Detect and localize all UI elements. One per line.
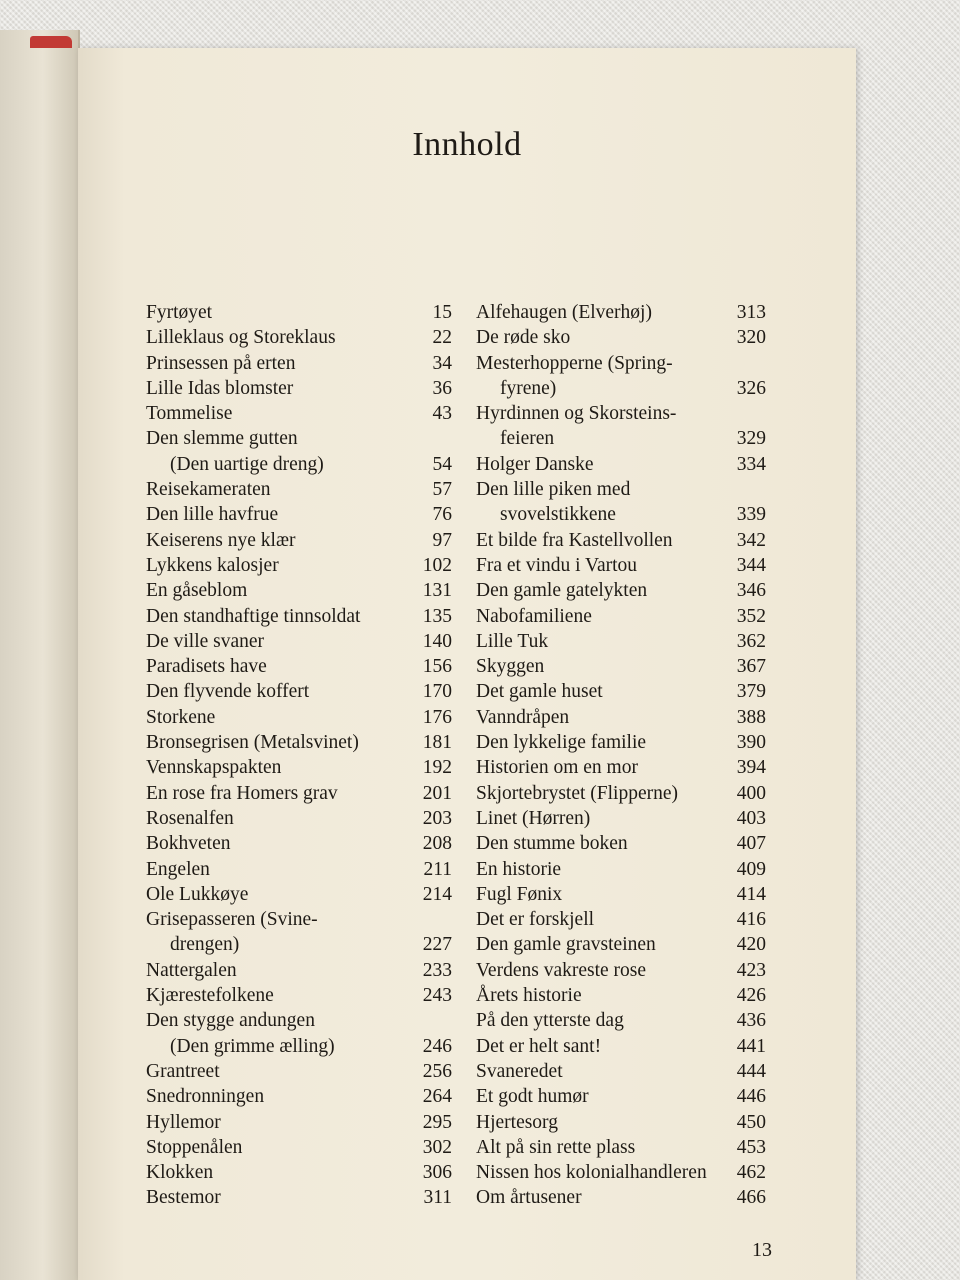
toc-entry-title: Engelen — [146, 858, 210, 880]
toc-entry-page: 34 — [432, 352, 452, 374]
toc-entry — [146, 1135, 452, 1160]
toc-entry — [146, 781, 452, 806]
toc-entry-title: Linet (Hørren) — [476, 807, 591, 829]
toc-entry-title: Hyrdinnen og Skorsteins- — [476, 403, 677, 425]
toc-entry — [146, 325, 452, 350]
toc-entry — [146, 882, 452, 907]
toc-entry — [476, 755, 766, 780]
toc-right-column — [476, 300, 766, 1211]
toc-entry — [476, 1084, 766, 1109]
toc-entry — [476, 1008, 766, 1033]
toc-entry-page: 320 — [736, 327, 766, 349]
toc-entry-title: Reisekameraten — [146, 479, 271, 501]
toc-entry — [476, 502, 766, 527]
toc-entry-page: 256 — [422, 1060, 452, 1082]
toc-entry-title: Det er helt sant! — [476, 1035, 602, 1057]
toc-entry-title: Hyllemor — [146, 1111, 221, 1133]
toc-entry-page: 334 — [736, 453, 766, 475]
toc-entry-title: Mesterhopperne (Spring- — [476, 352, 673, 374]
toc-entry — [146, 857, 452, 882]
toc-entry-title: Det gamle huset — [476, 681, 603, 703]
toc-entry-page: 367 — [736, 656, 766, 678]
toc-entry — [476, 882, 766, 907]
toc-entry-page: 409 — [736, 858, 766, 880]
toc-entry — [476, 705, 766, 730]
toc-entry — [146, 452, 452, 477]
toc-entry-title: Bestemor — [146, 1187, 221, 1209]
toc-entry-title: En rose fra Homers grav — [146, 782, 338, 804]
toc-entry-title: Bokhveten — [146, 833, 231, 855]
toc-entry-title: De røde sko — [476, 327, 571, 349]
toc-entry-page: 227 — [422, 934, 452, 956]
toc-entry-title: Ole Lukkøye — [146, 883, 249, 905]
toc-entry — [476, 831, 766, 856]
toc-entry — [476, 401, 766, 426]
toc-entry-title: svovelstikkene — [500, 504, 616, 526]
toc-entry-page: 43 — [432, 403, 452, 425]
toc-entry-page: 57 — [432, 479, 452, 501]
toc-entry-page: 444 — [736, 1060, 766, 1082]
toc-entry-title: (Den uartige dreng) — [170, 453, 324, 475]
toc-entry-page: 313 — [736, 302, 766, 323]
toc-entry-title: En historie — [476, 858, 562, 880]
toc-entry — [476, 857, 766, 882]
toc-entry — [146, 376, 452, 401]
toc-entry-title: Skyggen — [476, 656, 545, 678]
toc-entry — [146, 629, 452, 654]
toc-entry — [146, 1084, 452, 1109]
toc-entry — [146, 831, 452, 856]
toc-entry-title: (Den grimme ælling) — [170, 1035, 335, 1057]
toc-entry-page: 362 — [736, 630, 766, 652]
toc-entry — [476, 781, 766, 806]
toc-entry-title: På den ytterste dag — [476, 1010, 624, 1032]
toc-entry-page: 462 — [736, 1162, 766, 1184]
toc-entry-page: 339 — [736, 504, 766, 526]
toc-entry-title: Den lille piken med — [476, 479, 631, 501]
toc-entry-title: Den stumme boken — [476, 833, 628, 855]
toc-entry-title: Verdens vakreste rose — [476, 959, 647, 981]
toc-entry-title: Den slemme gutten — [146, 428, 298, 450]
toc-entry-title: Den gamle gravsteinen — [476, 934, 656, 956]
toc-entry-page: 311 — [423, 1187, 452, 1209]
toc-entry — [146, 705, 452, 730]
toc-entry-page: 306 — [422, 1162, 452, 1184]
left-page-edge — [0, 30, 80, 1280]
toc-entry — [476, 983, 766, 1008]
page-title: Innhold — [412, 126, 522, 163]
toc-entry-title: Den lille havfrue — [146, 504, 279, 526]
toc-entry-title: Det er forskjell — [476, 909, 595, 931]
toc-entry-page: 211 — [423, 858, 452, 880]
toc-entry-page: 441 — [736, 1035, 766, 1057]
toc-entry-title: Prinsessen på erten — [146, 352, 296, 374]
toc-entry-page: 203 — [422, 807, 452, 829]
toc-entry-page: 346 — [736, 580, 766, 602]
toc-entry-title: fyrene) — [500, 377, 557, 399]
toc-entry — [146, 679, 452, 704]
toc-entry-page: 76 — [432, 504, 452, 526]
toc-entry-page: 36 — [432, 377, 452, 399]
toc-entry — [476, 553, 766, 578]
toc-entry-title: Alt på sin rette plass — [476, 1136, 636, 1158]
toc-entry-title: Fyrtøyet — [146, 302, 213, 323]
toc-entry-title: Lille Idas blomster — [146, 377, 294, 399]
toc-entry-page: 131 — [422, 580, 452, 602]
toc-entry-title: Lilleklaus og Storeklaus — [146, 327, 336, 349]
toc-entry — [146, 351, 452, 376]
toc-entry-page: 295 — [422, 1111, 452, 1133]
toc-entry — [476, 932, 766, 957]
toc-entry — [146, 401, 452, 426]
toc-entry — [476, 1185, 766, 1210]
toc-entry-page: 135 — [422, 605, 452, 627]
toc-entry — [476, 1135, 766, 1160]
toc-entry-page: 400 — [736, 782, 766, 804]
toc-entry-title: Lille Tuk — [476, 630, 549, 652]
toc-entry-title: Historien om en mor — [476, 757, 638, 779]
toc-entry-page: 233 — [422, 959, 452, 981]
toc-entry-title: Om årtusener — [476, 1187, 582, 1209]
toc-entry-page: 423 — [736, 959, 766, 981]
toc-entry-title: Keiserens nye klær — [146, 529, 296, 551]
toc-entry — [146, 806, 452, 831]
toc-entry — [476, 907, 766, 932]
toc-entry-title: Nissen hos kolonialhandleren — [476, 1162, 707, 1184]
toc-entry-page: 170 — [422, 681, 452, 703]
toc-entry-title: En gåseblom — [146, 580, 248, 602]
toc-entry-page: 342 — [736, 529, 766, 551]
toc-entry — [476, 1160, 766, 1185]
toc-entry-page: 426 — [736, 985, 766, 1007]
toc-entry — [476, 730, 766, 755]
toc-entry-title: Svaneredet — [476, 1060, 563, 1082]
toc-entry-title: Nattergalen — [146, 959, 237, 981]
toc-entry-title: Hjertesorg — [476, 1111, 558, 1133]
toc-entry-title: Den gamle gatelykten — [476, 580, 648, 602]
toc-entry — [146, 528, 452, 553]
toc-entry — [476, 604, 766, 629]
toc-entry — [146, 300, 452, 325]
toc-entry-title: feieren — [500, 428, 555, 450]
toc-entry-title: Fra et vindu i Vartou — [476, 554, 638, 576]
toc-entry-page: 54 — [432, 453, 452, 475]
toc-entry-page: 156 — [422, 656, 452, 678]
toc-entry-title: Alfehaugen (Elverhøj) — [476, 302, 652, 323]
toc-entry-page: 140 — [422, 630, 452, 652]
toc-entry-page: 302 — [422, 1136, 452, 1158]
toc-entry-page: 379 — [736, 681, 766, 703]
toc-entry — [476, 452, 766, 477]
toc-entry-page: 243 — [422, 985, 452, 1007]
toc-entry-title: Klokken — [146, 1162, 214, 1184]
toc-entry-title: Fugl Fønix — [476, 883, 563, 905]
toc-entry — [476, 1034, 766, 1059]
toc-entry-page: 453 — [736, 1136, 766, 1158]
toc-entry — [146, 604, 452, 629]
toc-entry-title: Den lykkelige familie — [476, 732, 647, 754]
toc-entry — [476, 958, 766, 983]
toc-entry-title: Årets historie — [476, 985, 582, 1007]
toc-entry — [146, 1034, 452, 1059]
red-book-cover-edge — [30, 36, 72, 48]
toc-entry-title: Lykkens kalosjer — [146, 554, 279, 576]
toc-entry — [146, 477, 452, 502]
toc-left-column — [146, 300, 452, 1211]
toc-entry-title: Kjærestefolkene — [146, 985, 274, 1007]
toc-entry — [146, 730, 452, 755]
toc-entry — [476, 426, 766, 451]
toc-entry-title: Rosenalfen — [146, 807, 234, 829]
toc-entry-page: 214 — [422, 883, 452, 905]
toc-entry — [146, 932, 452, 957]
toc-entry — [146, 1008, 452, 1033]
toc-entry — [146, 654, 452, 679]
toc-entry — [476, 806, 766, 831]
book-page — [78, 48, 856, 1280]
toc-entry — [146, 983, 452, 1008]
toc-entry — [146, 1110, 452, 1135]
toc-entry-title: Grantreet — [146, 1060, 220, 1082]
toc-entry — [146, 755, 452, 780]
toc-entry — [476, 679, 766, 704]
toc-entry-page: 344 — [736, 554, 766, 576]
toc-entry-page: 446 — [736, 1086, 766, 1108]
toc-entry — [476, 528, 766, 553]
toc-entry-page: 201 — [422, 782, 452, 804]
toc-entry — [476, 1110, 766, 1135]
toc-entry — [146, 578, 452, 603]
toc-entry-page: 208 — [422, 833, 452, 855]
toc-entry — [476, 351, 766, 376]
toc-entry — [476, 654, 766, 679]
toc-entry-page: 466 — [736, 1187, 766, 1209]
toc-entry-page: 192 — [422, 757, 452, 779]
toc-entry-page: 407 — [736, 833, 766, 855]
toc-entry-page: 352 — [736, 605, 766, 627]
toc-entry-page: 388 — [736, 706, 766, 728]
toc-entry — [146, 1059, 452, 1084]
toc-entry — [476, 325, 766, 350]
toc-entry-page: 416 — [736, 909, 766, 931]
toc-entry-title: Nabofamiliene — [476, 605, 592, 627]
toc-entry-page: 436 — [736, 1010, 766, 1032]
toc-entry-page: 176 — [422, 706, 452, 728]
toc-entry — [476, 1059, 766, 1084]
toc-entry-page: 102 — [422, 554, 452, 576]
toc-entry-page: 181 — [422, 732, 452, 754]
toc-entry — [476, 629, 766, 654]
toc-entry — [476, 477, 766, 502]
toc-entry-page: 15 — [432, 302, 452, 323]
toc-entry — [146, 907, 452, 932]
toc-entry — [476, 578, 766, 603]
toc-entry — [146, 553, 452, 578]
toc-entry-page: 329 — [736, 428, 766, 450]
toc-entry — [146, 1185, 452, 1210]
toc-entry-page: 414 — [736, 883, 766, 905]
toc-entry-title: Storkene — [146, 706, 216, 728]
toc-entry-title: Skjortebrystet (Flipperne) — [476, 782, 678, 804]
toc-entry-title: Den standhaftige tinnsoldat — [146, 605, 361, 627]
page-number: 13 — [752, 1239, 772, 1261]
toc-entry — [476, 376, 766, 401]
toc-entry-title: Tommelise — [146, 403, 233, 425]
toc-entry — [146, 1160, 452, 1185]
toc-entry-page: 264 — [422, 1086, 452, 1108]
toc-entry — [146, 502, 452, 527]
toc-entry — [146, 426, 452, 451]
toc-entry-title: Snedronningen — [146, 1086, 265, 1108]
toc-entry-page: 246 — [422, 1035, 452, 1057]
toc-entry-title: Paradisets have — [146, 656, 267, 678]
toc-entry-title: Et bilde fra Kastellvollen — [476, 529, 673, 551]
toc-entry-title: Stoppenålen — [146, 1136, 243, 1158]
toc-entry-title: Holger Danske — [476, 453, 594, 475]
toc-entry-title: De ville svaner — [146, 630, 265, 652]
toc-entry-page: 22 — [432, 327, 452, 349]
toc-entry-title: drengen) — [170, 934, 240, 956]
toc-entry-page: 394 — [736, 757, 766, 779]
toc-entry-title: Bronsegrisen (Metalsvinet) — [146, 732, 359, 754]
toc-entry-page: 326 — [736, 377, 766, 399]
toc-entry-page: 450 — [736, 1111, 766, 1133]
toc-entry-page: 390 — [736, 732, 766, 754]
toc-entry-title: Et godt humør — [476, 1086, 589, 1108]
toc-entry-page: 420 — [736, 934, 766, 956]
toc-entry-page: 97 — [432, 529, 452, 551]
toc-entry-title: Grisepasseren (Svine- — [146, 909, 318, 931]
toc-entry — [476, 300, 766, 325]
toc-entry-title: Den flyvende koffert — [146, 681, 310, 703]
toc-entry-title: Den stygge andungen — [146, 1010, 315, 1032]
toc-entry — [146, 958, 452, 983]
toc-entry-title: Vanndråpen — [476, 706, 570, 728]
toc-entry-title: Vennskapspakten — [146, 757, 282, 779]
toc-entry-page: 403 — [736, 807, 766, 829]
